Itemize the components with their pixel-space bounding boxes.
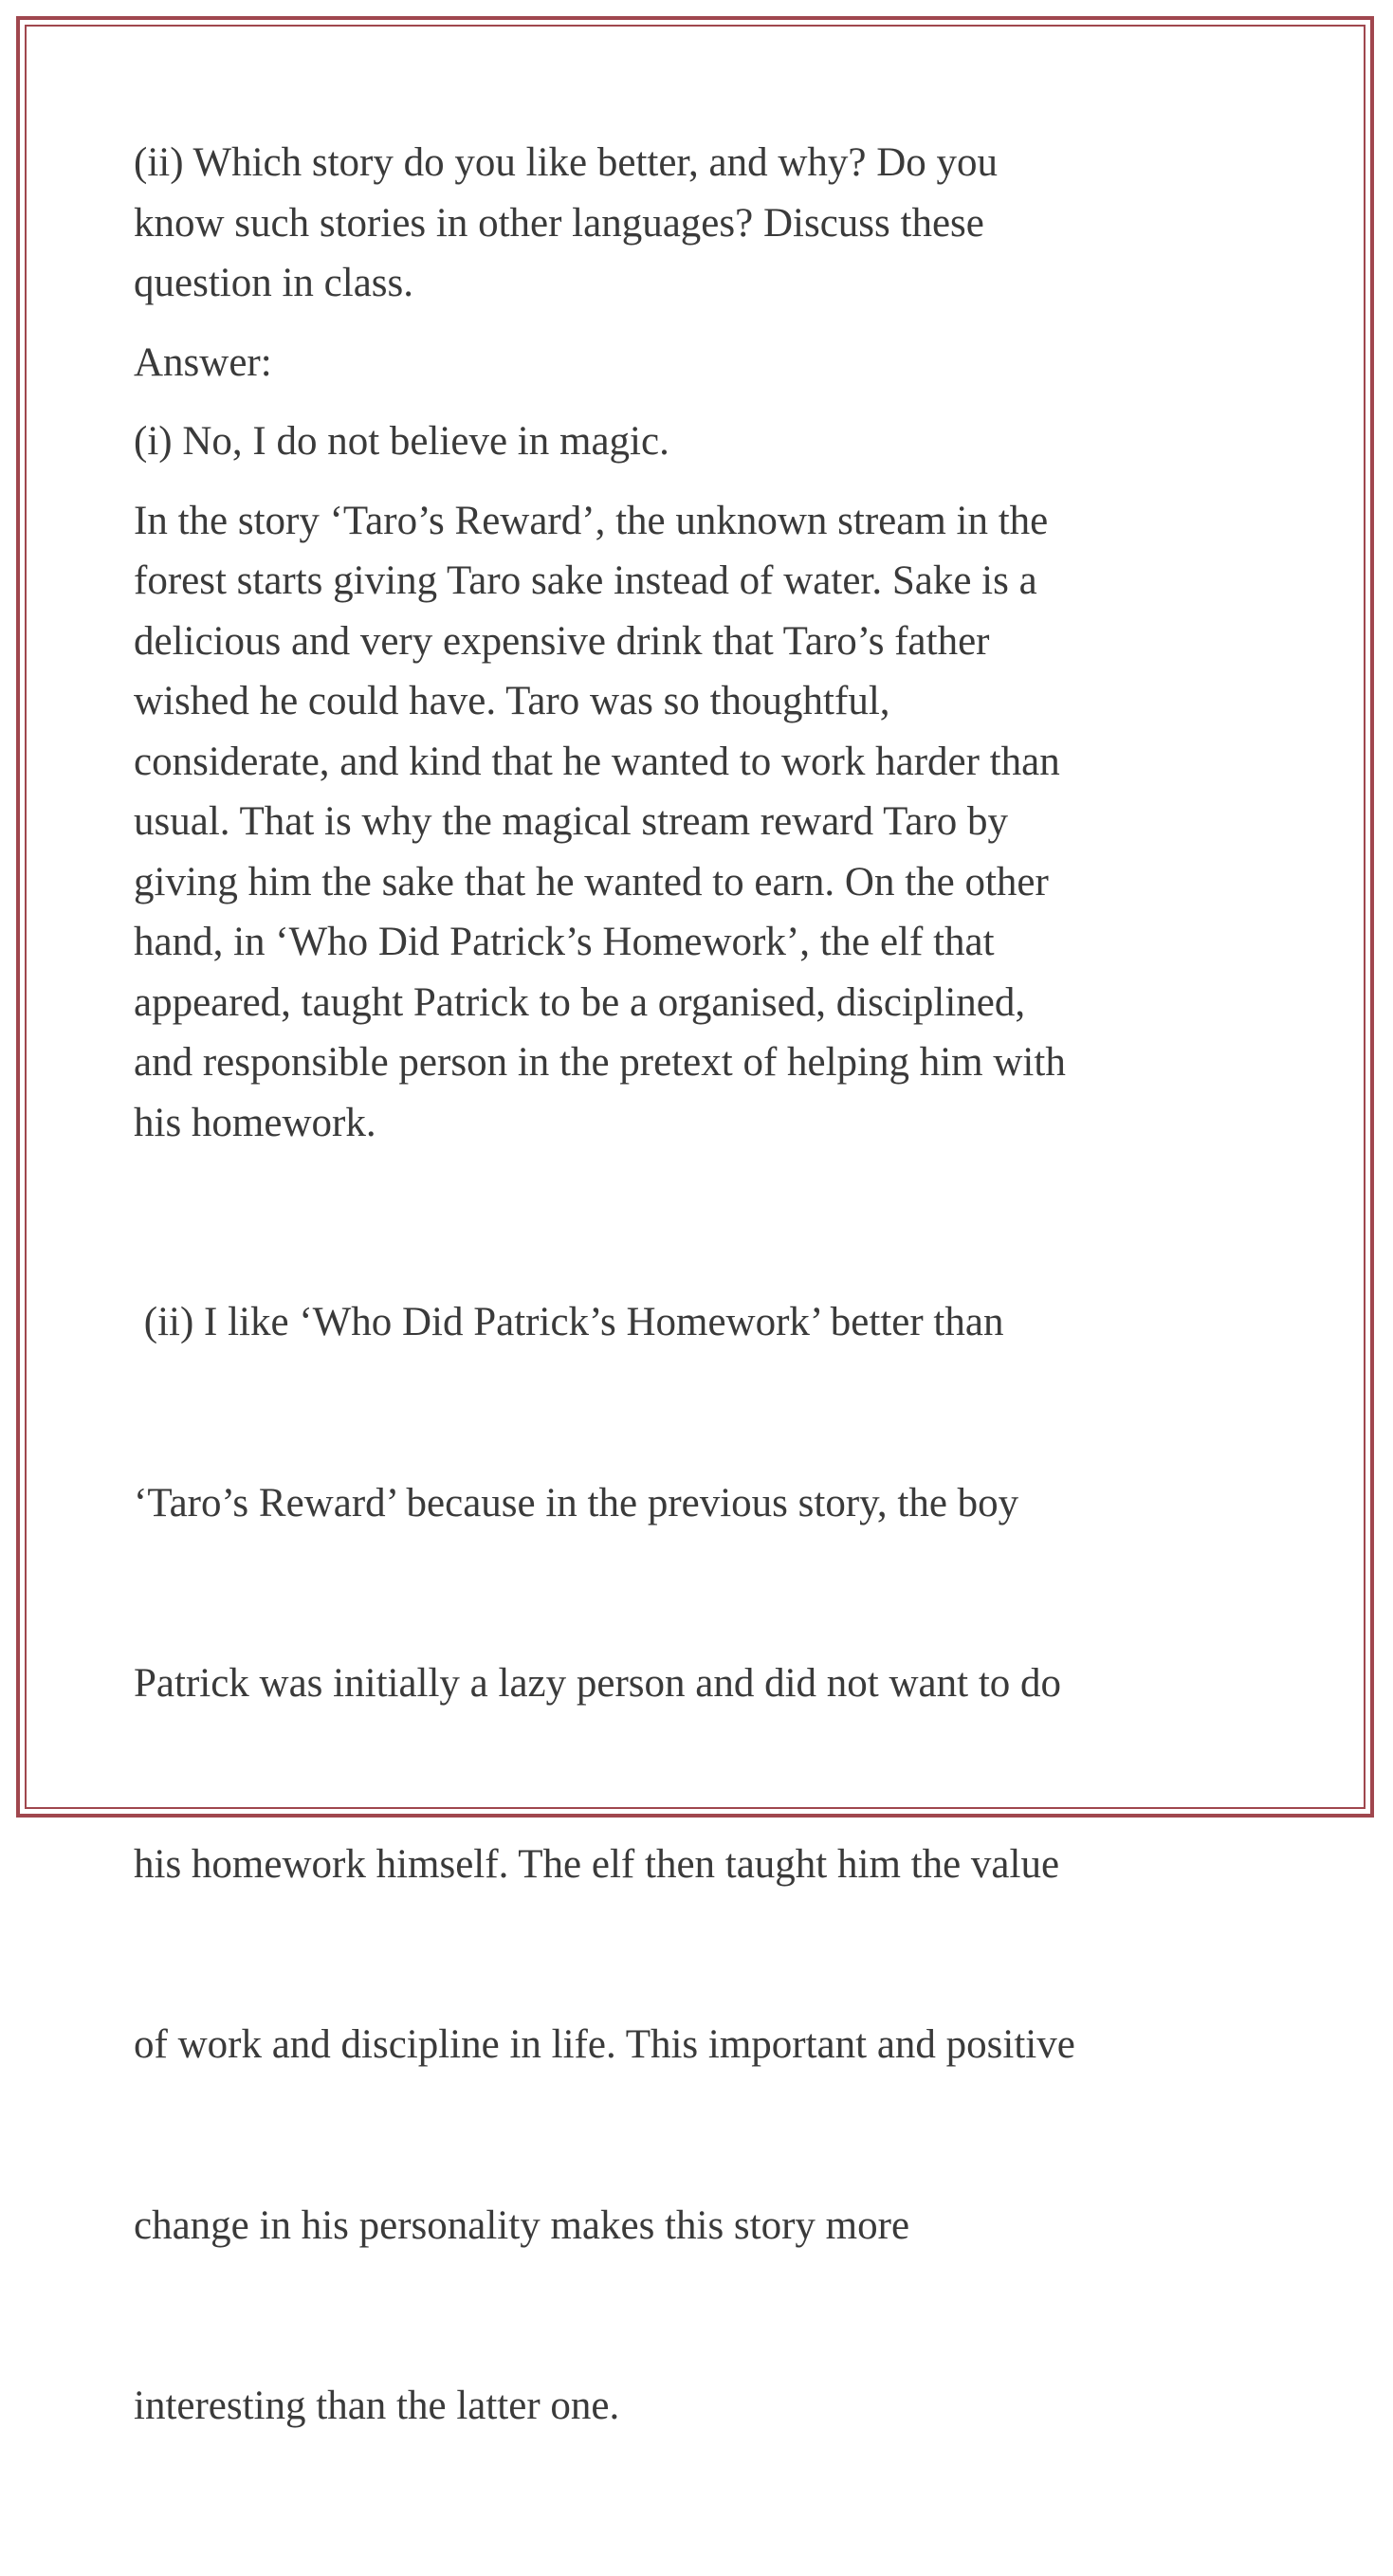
text-line: wished he could have. Taro was so thoughtful, [134, 679, 890, 723]
question-ii-paragraph [134, 133, 1272, 314]
text-line: ‘Taro’s Reward’ because in the previous story, the boy [134, 1480, 1019, 1526]
text-line: Patrick was initially a lazy person and did not want to do [134, 1661, 1062, 1706]
document-body [134, 133, 1272, 2576]
text-line: In the story ‘Taro’s Reward’, the unknown stream in the [134, 498, 1049, 543]
text-line: his homework. [134, 1100, 376, 1145]
text-line: delicious and very expensive drink that Taro’s father [134, 618, 990, 664]
text-line: of work and discipline in life. This important and positive [134, 2022, 1075, 2067]
text-line: considerate, and kind that he wanted to work harder than [134, 739, 1060, 784]
text-line: change in his personality makes this story more [134, 2202, 910, 2248]
answer-i-body-paragraph [134, 491, 1272, 1154]
text-line: appeared, taught Patrick to be a organised, disciplined, [134, 979, 1026, 1025]
text-line: and responsible person in the pretext of helping him with [134, 1040, 1066, 1085]
text-line: question in class. [134, 261, 413, 305]
text-line: forest starts giving Taro sake instead of water. Sake is a [134, 558, 1037, 603]
text-line: (i) No, I do not believe in magic. [134, 419, 669, 464]
text-line: Answer: [134, 339, 272, 385]
text-line: his homework himself. The elf then taught him the value [134, 1841, 1060, 1887]
answer-label [134, 333, 1272, 393]
text-line: (ii) I like ‘Who Did Patrick’s Homework’ better than [134, 1300, 1004, 1344]
answer-i-intro-paragraph [134, 411, 1272, 472]
answer-ii-paragraph [134, 1172, 1272, 2557]
text-line: hand, in ‘Who Did Patrick’s Homework’, the elf that [134, 920, 995, 964]
text-line: (ii) Which story do you like better, and why? Do you [134, 140, 999, 185]
text-line: giving him the sake that he wanted to earn. On the other [134, 859, 1049, 904]
text-line: know such stories in other languages? Discuss these [134, 200, 984, 246]
text-line: usual. That is why the magical stream reward Taro by [134, 799, 1009, 844]
text-line: interesting than the latter one. [134, 2384, 620, 2428]
